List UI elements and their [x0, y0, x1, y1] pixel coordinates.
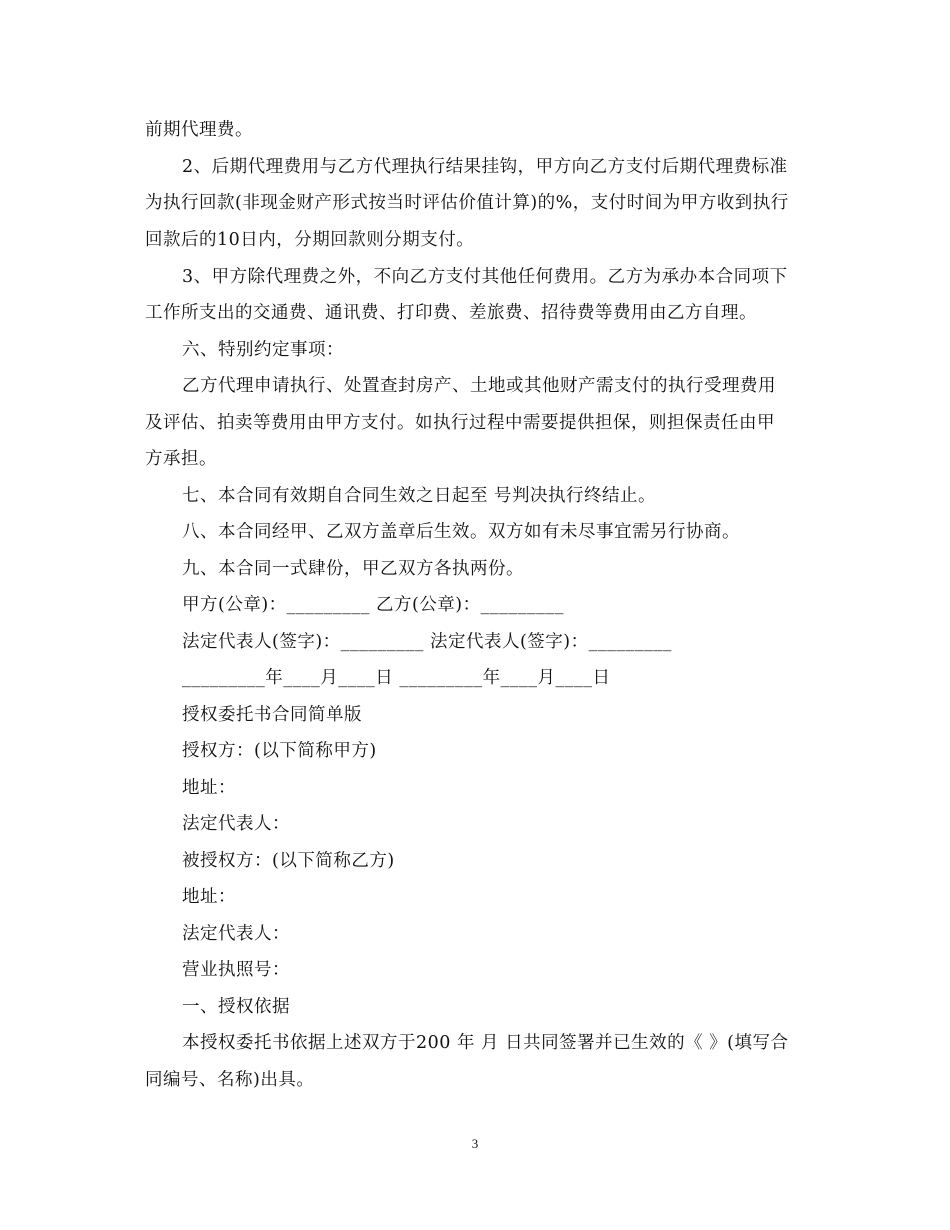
page-number: 3 — [471, 1136, 479, 1151]
paragraph-line: 乙方代理申请执行、处置查封房产、土地或其他财产需支付的执行受理费用 — [182, 376, 776, 396]
paragraph-line: 地址： — [182, 778, 236, 798]
paragraph-line: 地址： — [182, 887, 236, 907]
paragraph-line: 八、本合同经甲、乙双方盖章后生效。双方如有未尽事宜需另行协商。 — [182, 522, 740, 542]
signature-line: 甲方(公章)：_________ 乙方(公章)：_________ — [182, 595, 564, 615]
paragraph-line: 法定代表人： — [182, 924, 290, 944]
section-heading: 六、特别约定事项： — [182, 340, 344, 360]
paragraph-line: 工作所支出的交通费、通讯费、打印费、差旅费、招待费等费用由乙方自理。 — [145, 303, 757, 323]
paragraph-line: 2、后期代理费用与乙方代理执行结果挂钩，甲方向乙方支付后期代理费标准 — [182, 157, 788, 177]
paragraph-line: 及评估、拍卖等费用由甲方支付。如执行过程中需要提供担保，则担保责任由甲 — [145, 413, 775, 433]
paragraph-line: 九、本合同一式肆份，甲乙双方各执两份。 — [182, 559, 524, 579]
paragraph-line: 方承担。 — [145, 449, 217, 469]
date-line: _________年____月____日 _________年____月____日 — [182, 668, 611, 688]
paragraph-line: 被授权方：(以下简称乙方) — [182, 851, 395, 871]
document-title: 授权委托书合同简单版 — [182, 705, 362, 725]
paragraph-line: 同编号、名称)出具。 — [145, 1070, 315, 1090]
paragraph-line: 七、本合同有效期自合同生效之日起至 号判决执行终结止。 — [182, 486, 657, 506]
paragraph-line: 授权方：(以下简称甲方) — [182, 741, 377, 761]
paragraph-line: 为执行回款(非现金财产形式按当时评估价值计算)的%，支付时间为甲方收到执行 — [145, 193, 789, 213]
signature-line: 法定代表人(签字)：_________ 法定代表人(签字)：_________ — [182, 632, 672, 652]
paragraph-line: 回款后的10日内，分期回款则分期支付。 — [145, 230, 475, 250]
section-heading: 一、授权依据 — [182, 997, 290, 1017]
paragraph-line: 营业执照号： — [182, 960, 290, 980]
paragraph-line: 本授权委托书依据上述双方于200 年 月 日共同签署并已生效的《 》(填写合 — [182, 1033, 789, 1053]
paragraph-line: 3、甲方除代理费之外，不向乙方支付其他任何费用。乙方为承办本合同项下 — [182, 267, 788, 287]
paragraph-line: 法定代表人： — [182, 814, 290, 834]
paragraph-line: 前期代理费。 — [145, 120, 253, 140]
